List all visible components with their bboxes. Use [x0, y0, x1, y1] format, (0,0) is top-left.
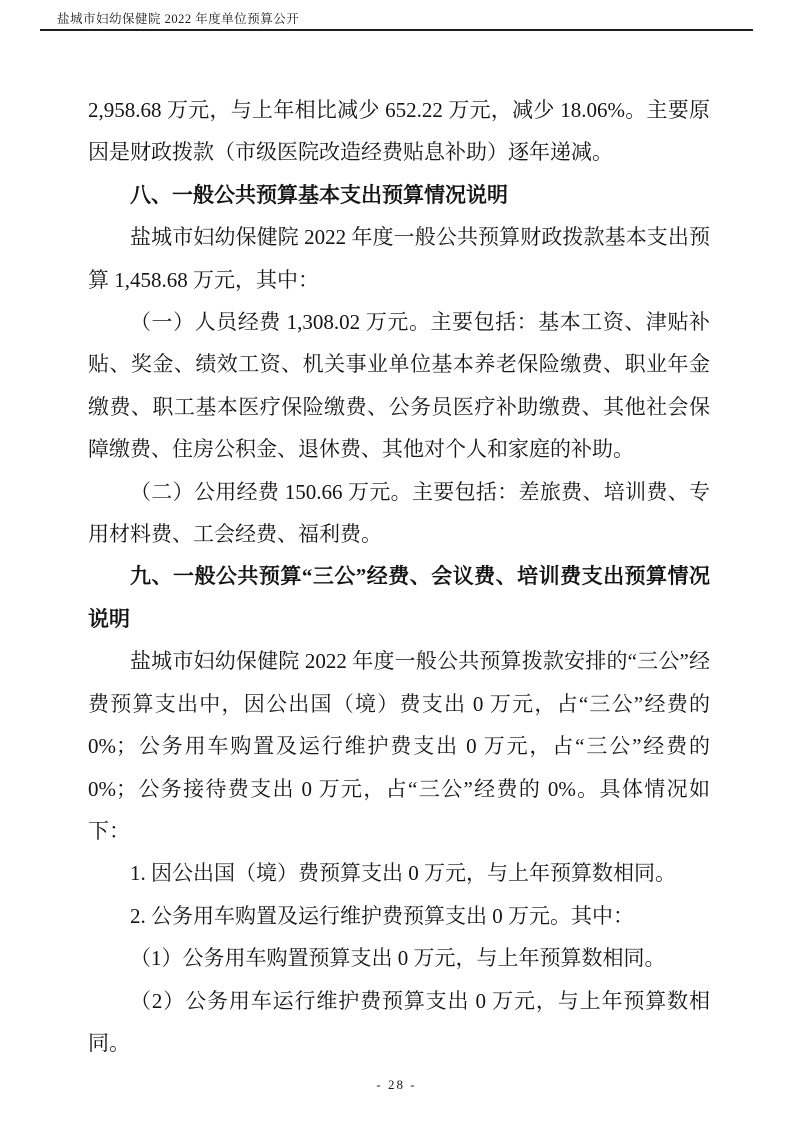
paragraph: 2. 公务用车购置及运行维护费预算支出 0 万元。其中：	[130, 903, 634, 928]
section-heading: 九、一般公共预算“三公”经费、会议费、培训费支出预算情况说明	[88, 564, 710, 631]
section-heading: 八、一般公共预算基本支出预算情况说明	[130, 182, 508, 207]
page-number: - 28 -	[376, 1077, 417, 1092]
paragraph: 1. 因公出国（境）费预算支出 0 万元，与上年预算数相同。	[130, 861, 676, 886]
paragraph: （1）公务用车购置预算支出 0 万元，与上年预算数相同。	[130, 946, 666, 971]
page-header	[40, 9, 753, 31]
paragraph: （二）公用经费 150.66 万元。主要包括：差旅费、培训费、专用材料费、工会经费、福利费。	[88, 479, 710, 547]
header-title: 盐城市妇幼保健院 2022 年度单位预算公开	[57, 12, 300, 26]
paragraph: 2,958.68 万元，与上年相比减少 652.22 万元，减少 18.06%。主要原因是财政拨款（市级医院改造经费贴息补助）逐年递减。	[88, 98, 710, 165]
paragraph: 盐城市妇幼保健院 2022 年度一般公共预算财政拨款基本支出预算 1,458.68 万元，其中：	[88, 225, 710, 292]
page-footer	[0, 1077, 793, 1093]
paragraph: （2）公务用车运行维护费预算支出 0 万元，与上年预算数相同。	[88, 988, 710, 1055]
paragraph: （一）人员经费 1,308.02 万元。主要包括：基本工资、津贴补贴、奖金、绩效工资、机关事业单位基本养老保险缴费、职业年金缴费、职工基本医疗保险缴费、公务员医疗补助缴费、其他社会保障缴费、住房公积金、退休费、其他对个人和家庭的补助。	[88, 310, 710, 462]
paragraph: 盐城市妇幼保健院 2022 年度一般公共预算拨款安排的“三公”经费预算支出中，因公出国（境）费支出 0 万元，占“三公”经费的 0%；公务用车购置及运行维护费支出 0 万元，占“三公”经费的 0%；公务接待费支出 0 万元，占“三公”经费的 0%。具体情况如下：	[88, 649, 710, 843]
document-body	[88, 89, 710, 1064]
